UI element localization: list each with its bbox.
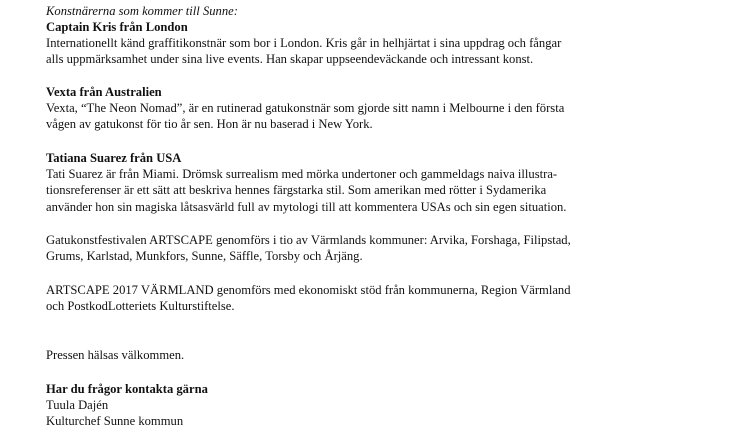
artist-description-line: använder hon sin magiska låtsasvärld full av mytologi till att kommentera USAs och sin egen situation. [46, 200, 567, 214]
artist-description-line: Internationellt känd graffitikonstnär som bor i London. Kris går in helhjärtat i sina uppdrag och fångar [46, 36, 562, 50]
artist-description-line: Vexta, “The Neon Nomad”, är en rutinerad gatukonstnär som gjorde sitt namn i Melbourne i den första [46, 101, 565, 115]
press-release-page [46, 0, 726, 428]
festival-text-line: Grums, Karlstad, Munkfors, Sunne, Säffle, Torsby och Årjäng. [46, 249, 363, 263]
artist-description-line: alls uppmärksamhet under sina live events. Han skapar uppseendeväckande och intressant konst. [46, 52, 534, 66]
press-welcome-text: Pressen hälsas välkommen. [46, 348, 185, 362]
artist-heading-vexta: Vexta från Australien [46, 85, 162, 99]
contact-title-partial: Kulturchef Sunne kommun [46, 414, 184, 428]
artist-heading-tatiana-suarez: Tatiana Suarez från USA [46, 151, 182, 165]
funding-text-line: och PostkodLotteriets Kulturstiftelse. [46, 299, 235, 313]
artist-description-line: Tati Suarez är från Miami. Drömsk surrealism med mörka undertoner och gammeldags naiva illustra- [46, 167, 558, 181]
intro-text: Konstnärerna som kommer till Sunne: [46, 4, 238, 18]
funding-text-line: ARTSCAPE 2017 VÄRMLAND genomförs med ekonomiskt stöd från kommunerna, Region Värmland [46, 283, 571, 297]
contact-name: Tuula Dajén [46, 398, 109, 412]
contact-heading: Har du frågor kontakta gärna [46, 382, 208, 396]
artist-description-line: tionsreferenser är ett sätt att beskriva hennes färgstarka stil. Som amerikan med rötter i Sydamerika [46, 183, 547, 197]
festival-text-line: Gatukonstfestivalen ARTSCAPE genomförs i tio av Värmlands kommuner: Arvika, Forshaga, Filipstad, [46, 233, 571, 247]
artist-description-line: vågen av gatukonst för tio år sen. Hon är nu baserad i New York. [46, 117, 373, 131]
artist-heading-captain-kris: Captain Kris från London [46, 20, 188, 34]
